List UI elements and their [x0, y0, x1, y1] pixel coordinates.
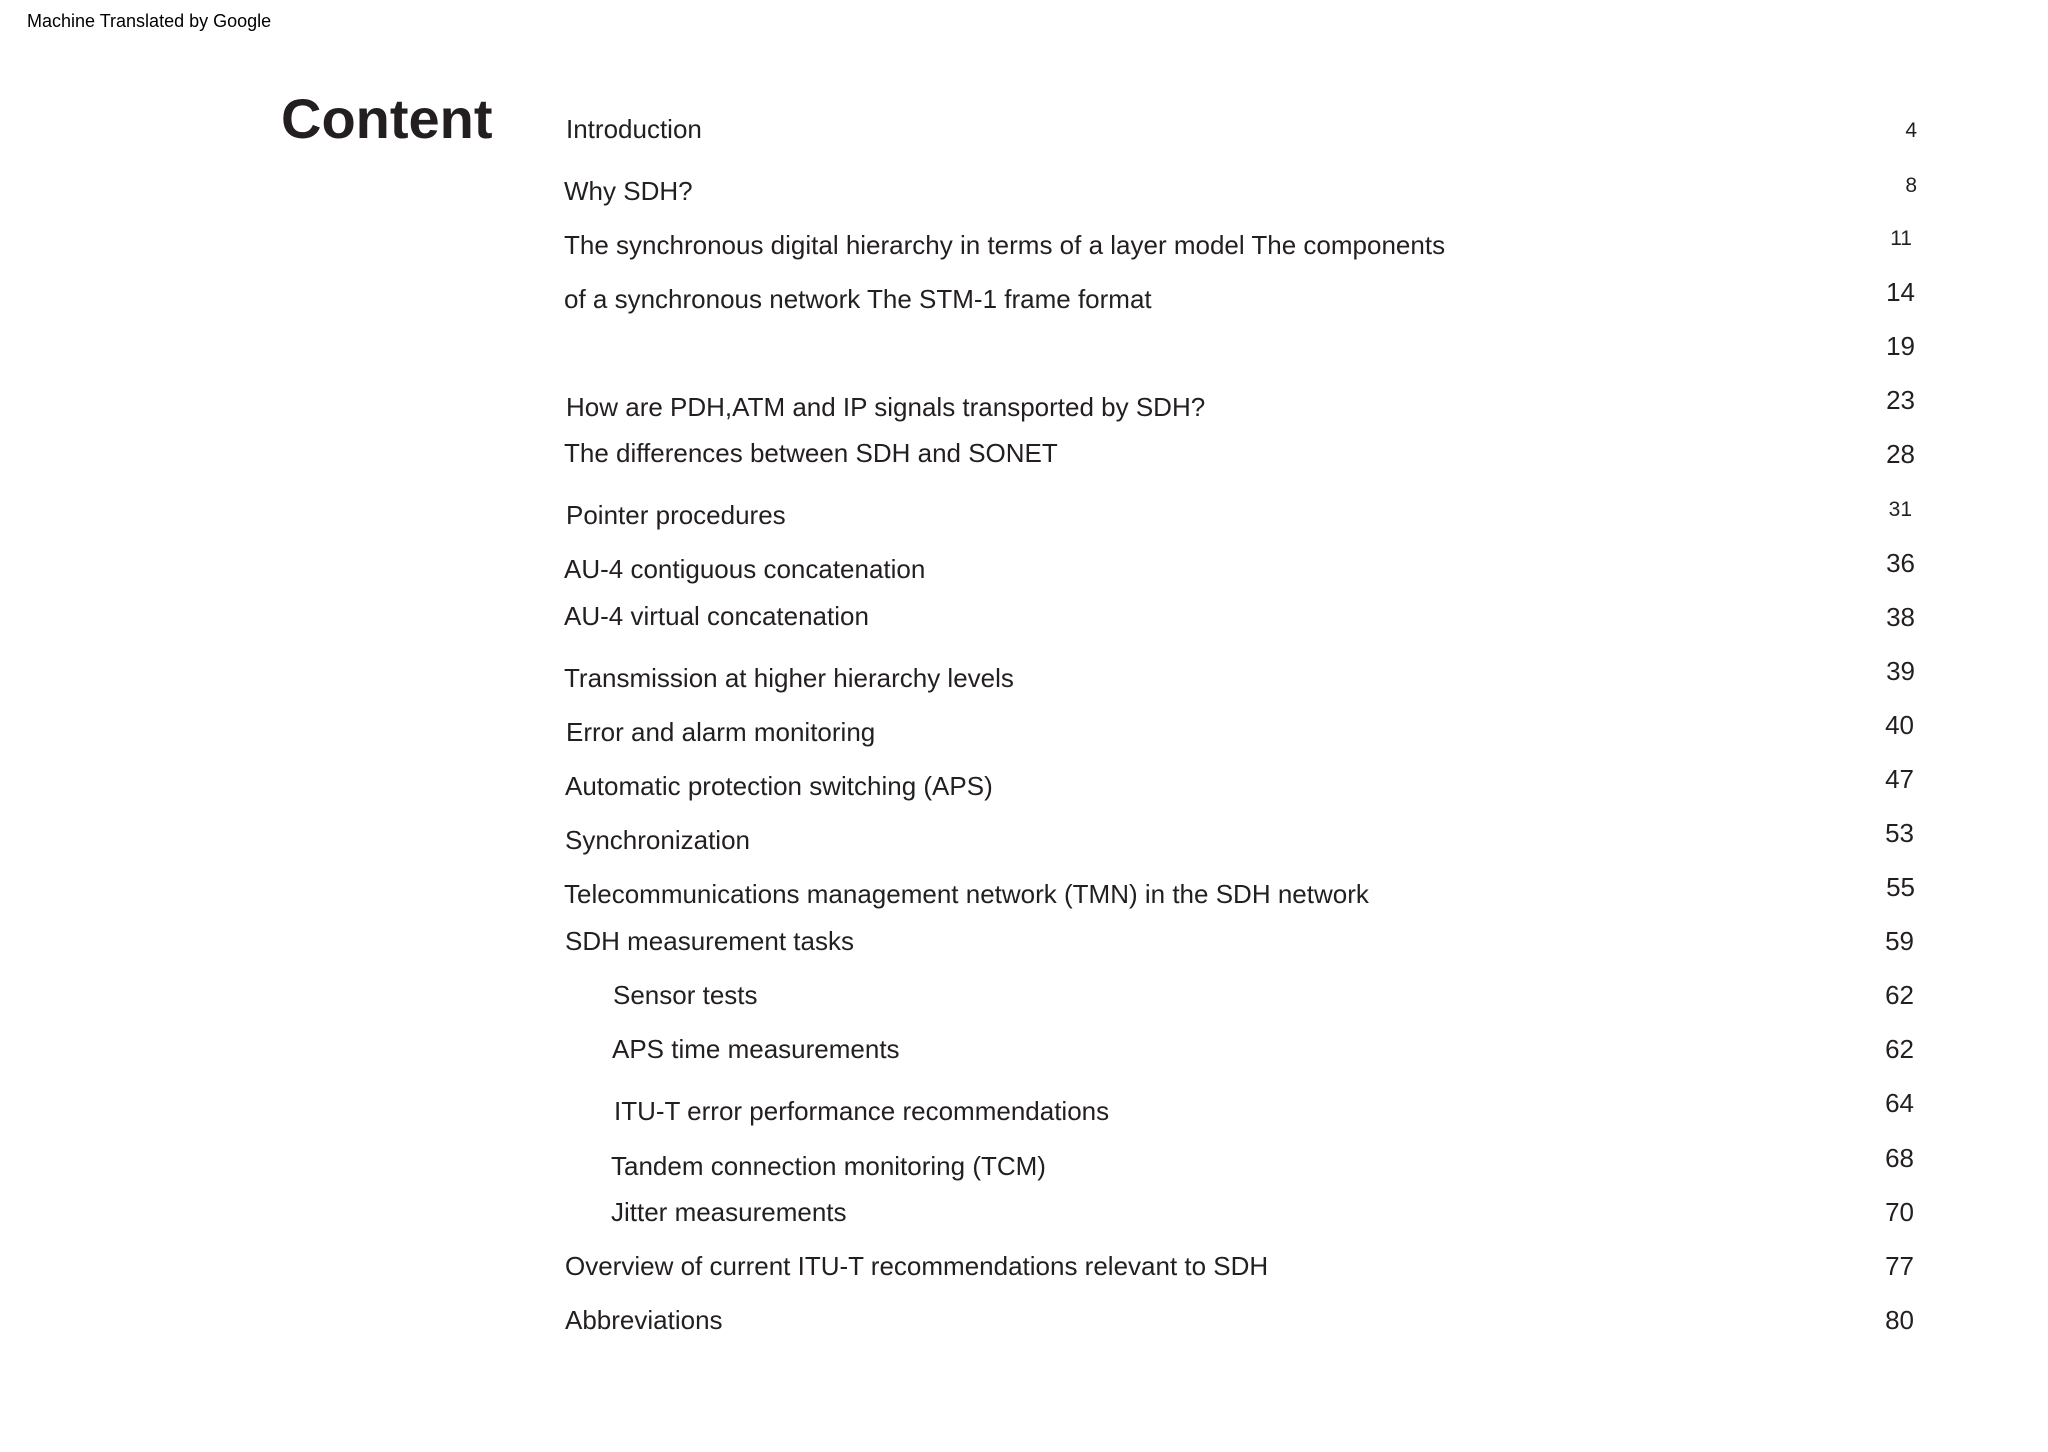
toc-entry-title[interactable]: Telecommunications management network (TMN) in the SDH network — [564, 879, 1369, 909]
toc-page-number: 4 — [1905, 119, 1917, 142]
toc-page-number: 62 — [1885, 1034, 1914, 1064]
toc-entry-title[interactable]: Overview of current ITU-T recommendations relevant to SDH — [565, 1251, 1269, 1281]
toc-page-number: 28 — [1886, 439, 1915, 469]
toc-entry-title[interactable]: Synchronization — [565, 825, 750, 855]
machine-translation-banner: Machine Translated by Google — [27, 11, 272, 31]
toc-entry-title[interactable]: AU-4 contiguous concatenation — [564, 554, 926, 584]
toc-subentry-title[interactable]: APS time measurements — [612, 1034, 900, 1064]
toc-page-number: 36 — [1886, 548, 1915, 578]
toc-entry-title[interactable]: How are PDH,ATM and IP signals transported by SDH? — [566, 392, 1206, 422]
toc-entry-title[interactable]: The differences between SDH and SONET — [564, 438, 1058, 468]
toc-page-number: 64 — [1885, 1088, 1914, 1118]
contents-heading: Content — [281, 87, 493, 150]
toc-entry-title[interactable]: Pointer procedures — [566, 500, 786, 530]
toc-page-number: 11 — [1890, 227, 1912, 250]
toc-subentry-title[interactable]: Jitter measurements — [611, 1197, 847, 1227]
toc-page-number: 14 — [1886, 277, 1915, 307]
toc-page-number: 19 — [1886, 331, 1915, 361]
toc-page-number: 68 — [1885, 1143, 1914, 1173]
toc-page-number: 80 — [1885, 1305, 1914, 1335]
toc-page-number: 39 — [1886, 656, 1915, 686]
toc-page-number: 77 — [1885, 1251, 1914, 1281]
toc-page-number: 23 — [1886, 385, 1915, 415]
toc-subentry-title[interactable]: Sensor tests — [613, 980, 758, 1010]
toc-entry-title[interactable]: Error and alarm monitoring — [566, 717, 876, 747]
toc-entry-title[interactable]: AU-4 virtual concatenation — [564, 601, 869, 631]
toc-page-number: 59 — [1885, 926, 1914, 956]
toc-page-number: 62 — [1885, 980, 1914, 1010]
toc-entry-title[interactable]: SDH measurement tasks — [565, 926, 854, 956]
toc-page-number: 47 — [1885, 764, 1914, 794]
toc-entry-title[interactable]: Why SDH? — [564, 176, 693, 206]
toc-page-number: 53 — [1885, 818, 1914, 848]
toc-entry-title[interactable]: Transmission at higher hierarchy levels — [564, 663, 1014, 693]
toc-entry-title[interactable]: The synchronous digital hierarchy in terms of a layer model The components — [564, 230, 1446, 260]
toc-page-number: 38 — [1886, 602, 1915, 632]
toc-subentry-title[interactable]: ITU-T error performance recommendations — [614, 1096, 1110, 1126]
toc-entry-title[interactable]: Abbreviations — [565, 1305, 723, 1335]
toc-page-number: 40 — [1885, 710, 1914, 740]
toc-page-number: 55 — [1886, 872, 1915, 902]
toc-page-number: 8 — [1905, 174, 1917, 197]
toc-entry-title[interactable]: of a synchronous network The STM-1 frame format — [564, 284, 1152, 314]
toc-entry-title[interactable]: Introduction — [566, 114, 702, 144]
toc-entry-title[interactable]: Automatic protection switching (APS) — [565, 771, 993, 801]
toc-subentry-title[interactable]: Tandem connection monitoring (TCM) — [611, 1151, 1046, 1181]
toc-page-number: 31 — [1888, 498, 1912, 521]
toc-page-number: 70 — [1885, 1197, 1914, 1227]
